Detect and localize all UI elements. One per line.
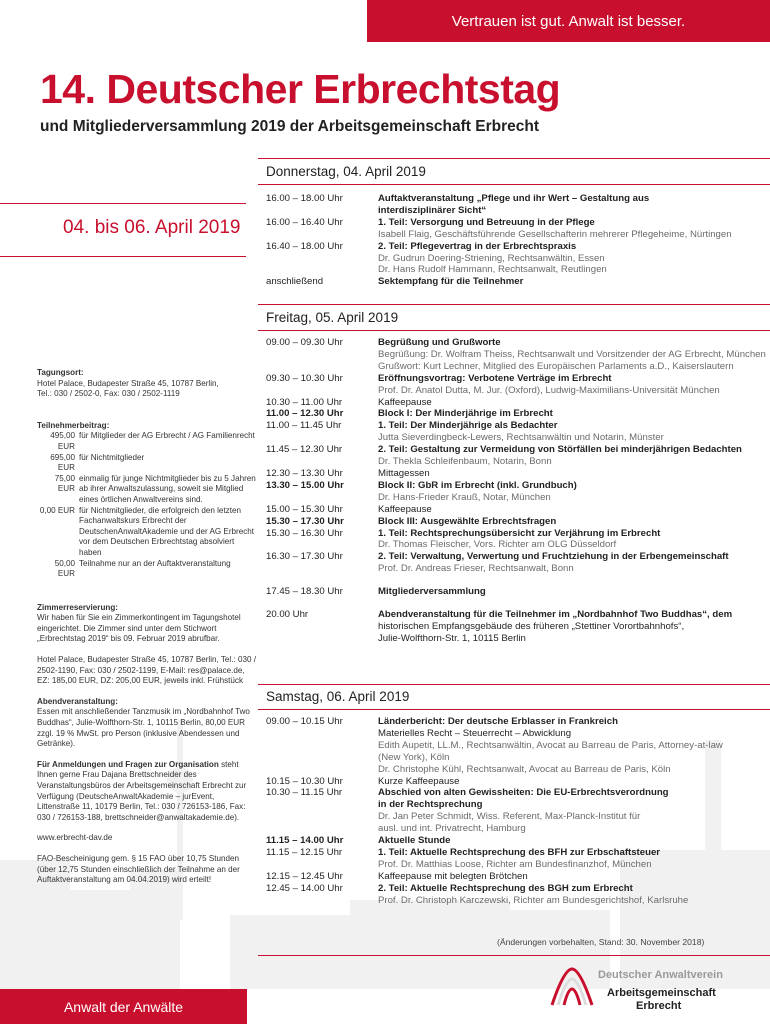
schedule-time bbox=[266, 740, 378, 752]
schedule-time: 16.00 – 16.40 Uhr bbox=[266, 216, 343, 228]
fee-description: für Nichtmitglieder bbox=[79, 452, 145, 462]
schedule-time: anschließend bbox=[266, 276, 324, 288]
venue-heading: Tagungsort: bbox=[37, 368, 84, 377]
schedule-text: Eröffnungsvortrag: Verbotene Verträge im Erbrecht bbox=[378, 372, 612, 384]
fee-row bbox=[37, 453, 257, 474]
schedule-text: Kaffeepause bbox=[378, 396, 432, 408]
schedule-text: 1. Teil: Aktuelle Rechtsprechung des BFH zur Erbschaftsteuer bbox=[378, 846, 661, 858]
schedule-time bbox=[266, 361, 378, 373]
schedule-row bbox=[266, 480, 770, 492]
schedule-row bbox=[266, 716, 770, 728]
day-rule bbox=[258, 330, 770, 331]
logo-line-3: Erbrecht bbox=[636, 1000, 682, 1012]
schedule-row bbox=[266, 432, 770, 444]
schedule-text: 2. Teil: Pflegevertrag in der Erbrechtspraxis bbox=[378, 240, 577, 252]
schedule-row bbox=[266, 205, 770, 217]
day-rule bbox=[258, 684, 770, 685]
venue-phone: Tel.: 030 / 2502-0, Fax: 030 / 2502-1119 bbox=[37, 389, 180, 399]
schedule-time: 09.00 – 09.30 Uhr bbox=[266, 337, 343, 348]
schedule-text: Prof. Dr. Andreas Frieser, Rechtsanwalt, Bonn bbox=[378, 563, 574, 575]
schedule-text: Prof. Dr. Matthias Loose, Richter am Bundesfinanzhof, München bbox=[378, 858, 652, 870]
schedule-time bbox=[266, 539, 378, 551]
schedule-row bbox=[266, 253, 770, 265]
day-rule bbox=[258, 184, 770, 185]
schedule-text: Auftaktveranstaltung „Pflege und ihr Wert – Gestaltung aus bbox=[378, 193, 650, 204]
dav-logo-icon bbox=[548, 965, 596, 1009]
top-banner: Vertrauen ist gut. Anwalt ist besser. bbox=[367, 0, 770, 42]
schedule-row bbox=[266, 575, 770, 586]
schedule-text: Dr. Thomas Fleischer, Vors. Richter am OLG Düsseldorf bbox=[378, 539, 617, 551]
fee-description: Teilnahme nur an der Auftaktveranstaltung bbox=[79, 558, 231, 568]
page-subtitle: und Mitgliederversammlung 2019 der Arbeitsgemeinschaft Erbrecht bbox=[40, 118, 540, 135]
schedule-text: Sektempfang für die Teilnehmer bbox=[378, 276, 524, 288]
schedule-text: Dr. Hans-Frieder Krauß, Notar, München bbox=[378, 491, 551, 503]
schedule-row bbox=[266, 799, 770, 811]
schedule-row bbox=[266, 621, 770, 633]
schedule-row bbox=[266, 528, 770, 540]
schedule-row bbox=[266, 337, 770, 349]
schedule-text: Dr. Gudrun Doering-Striening, Rechtsanwältin, Essen bbox=[378, 252, 605, 264]
schedule-row bbox=[266, 492, 770, 504]
schedule-text: Edith Aupetit, LL.M., Rechtsanwältin, Avocat au Barreau de Paris, Attorney-at-law bbox=[378, 739, 723, 751]
schedule-row bbox=[266, 847, 770, 859]
schedule-text: Julie-Wolfthorn-Str. 1, 10115 Berlin bbox=[378, 632, 526, 644]
schedule-time bbox=[266, 432, 378, 444]
schedule-row bbox=[266, 217, 770, 229]
schedule-row bbox=[266, 397, 770, 409]
registration-text bbox=[37, 760, 257, 824]
fee-heading: Teilnehmerbeitrag: bbox=[37, 420, 110, 430]
schedule-time bbox=[266, 253, 378, 265]
schedule-row bbox=[266, 229, 770, 241]
schedule-text: Kaffeepause bbox=[378, 503, 432, 515]
schedule-text: Aktuelle Stunde bbox=[378, 835, 451, 847]
schedule-time bbox=[266, 633, 378, 645]
schedule-row bbox=[266, 241, 770, 253]
schedule-time: 16.00 – 18.00 Uhr bbox=[266, 193, 343, 204]
schedule-row bbox=[266, 551, 770, 563]
day-rule bbox=[258, 158, 770, 159]
schedule-time bbox=[266, 349, 378, 361]
schedule-row bbox=[266, 586, 770, 598]
fee-amount: 495,00 EUR bbox=[50, 431, 75, 451]
schedule-row bbox=[266, 349, 770, 361]
schedule-time bbox=[266, 764, 378, 776]
schedule-row bbox=[266, 764, 770, 776]
schedule-text: 2. Teil: Verwaltung, Verwertung und Fruchtziehung in der Erbengemeinschaft bbox=[378, 551, 729, 563]
schedule-time bbox=[266, 575, 378, 586]
schedule-row bbox=[266, 444, 770, 456]
schedule-text: in der Rechtsprechung bbox=[378, 799, 483, 811]
schedule-time: 11.15 – 12.15 Uhr bbox=[266, 846, 343, 858]
schedule-thursday bbox=[266, 193, 770, 288]
fee-list bbox=[37, 431, 257, 579]
schedule-row bbox=[266, 385, 770, 397]
schedule-time bbox=[266, 563, 378, 575]
website-link[interactable]: www.erbrecht-dav.de bbox=[37, 833, 113, 843]
schedule-time bbox=[266, 598, 378, 609]
schedule-time: 12.30 – 13.30 Uhr bbox=[266, 467, 343, 479]
schedule-row bbox=[266, 408, 770, 420]
schedule-time bbox=[266, 205, 378, 217]
venue-line: Hotel Palace, Budapester Straße 45, 10787 Berlin, bbox=[37, 378, 219, 388]
schedule-row bbox=[266, 633, 770, 645]
evening-heading: Abendveranstaltung: bbox=[37, 696, 118, 706]
schedule-time bbox=[266, 728, 378, 740]
schedule-text: Block I: Der Minderjährige im Erbrecht bbox=[378, 408, 553, 420]
schedule-text: interdisziplinärer Sicht“ bbox=[378, 204, 487, 216]
schedule-row bbox=[266, 539, 770, 551]
schedule-text: Dr. Hans Rudolf Hammann, Rechtsanwalt, Reutlingen bbox=[378, 264, 607, 276]
fee-description: einmalig für junge Nichtmitglieder bis zu 5 Jahren ab ihrer Anwaltszulassung, soweit sie Mitglied eines örtlichen Anwaltvereins sind. bbox=[79, 473, 256, 504]
schedule-text: Dr. Jan Peter Schmidt, Wiss. Referent, Max-Planck-Institut für bbox=[378, 811, 641, 823]
schedule-time bbox=[266, 823, 378, 835]
schedule-time: 11.15 – 14.00 Uhr bbox=[266, 835, 344, 847]
schedule-text: 2. Teil: Aktuelle Rechtsprechung des BGH zum Erbrecht bbox=[378, 882, 633, 894]
schedule-row bbox=[266, 728, 770, 740]
schedule-time: 10.30 – 11.00 Uhr bbox=[266, 396, 343, 408]
schedule-text: Kaffeepause mit belegten Brötchen bbox=[378, 870, 528, 882]
schedule-time bbox=[266, 752, 378, 764]
schedule-time: 10.30 – 11.15 Uhr bbox=[266, 787, 343, 799]
schedule-text: 1. Teil: Rechtsprechungsübersicht zur Verjährung im Erbrecht bbox=[378, 527, 661, 539]
schedule-row bbox=[266, 883, 770, 895]
fee-row bbox=[37, 474, 257, 506]
schedule-text: historischen Empfangsgebäude des früheren „Stettiner Vorortbahnhofs“, bbox=[378, 620, 685, 632]
schedule-time: 12.45 – 14.00 Uhr bbox=[266, 882, 343, 894]
schedule-time: 12.15 – 12.45 Uhr bbox=[266, 870, 343, 882]
schedule-text: Block III: Ausgewählte Erbrechtsfragen bbox=[378, 515, 557, 527]
room-heading: Zimmerreservierung: bbox=[37, 602, 118, 612]
fee-description: für Mitglieder der AG Erbrecht / AG Familienrecht bbox=[79, 431, 255, 441]
schedule-row bbox=[266, 516, 770, 528]
schedule-text: Jutta Sieverdingbeck-Lewers, Rechtsanwältin und Notarin, Münster bbox=[378, 432, 664, 444]
fee-amount: 50,00 EUR bbox=[54, 558, 75, 579]
schedule-time bbox=[266, 859, 378, 871]
date-range-box bbox=[0, 203, 246, 257]
date-range: 04. bis 06. April 2019 bbox=[63, 217, 241, 238]
schedule-time: 15.30 – 16.30 Uhr bbox=[266, 527, 343, 539]
schedule-row bbox=[266, 895, 770, 907]
schedule-time: 09.00 – 10.15 Uhr bbox=[266, 716, 343, 727]
sidebar-info bbox=[37, 368, 257, 886]
fee-amount: 695,00 EUR bbox=[50, 452, 75, 473]
schedule-text: Begrüßung: Dr. Wolfram Theiss, Rechtsanwalt und Vorsitzender der AG Erbrecht, München bbox=[378, 348, 766, 360]
day-rule bbox=[258, 304, 770, 305]
schedule-row bbox=[266, 871, 770, 883]
registration-heading: Für Anmeldungen und Fragen zur Organisation bbox=[37, 759, 219, 769]
fee-row bbox=[37, 559, 257, 580]
schedule-row bbox=[266, 420, 770, 432]
schedule-text: ausl. und int. Privatrecht, Hamburg bbox=[378, 823, 526, 835]
footer-rule bbox=[258, 955, 770, 956]
schedule-time bbox=[266, 895, 378, 907]
schedule-time: 16.30 – 17.30 Uhr bbox=[266, 551, 343, 563]
day-heading-saturday: Samstag, 06. April 2019 bbox=[266, 689, 410, 704]
schedule-text: Kurze Kaffeepause bbox=[378, 775, 460, 787]
logo-line-1: Deutscher Anwaltverein bbox=[598, 969, 723, 981]
schedule-row bbox=[266, 456, 770, 468]
schedule-time: 15.30 – 17.30 Uhr bbox=[266, 515, 344, 527]
schedule-time bbox=[266, 811, 378, 823]
day-rule bbox=[258, 709, 770, 710]
schedule-text: Mittagessen bbox=[378, 467, 430, 479]
schedule-row bbox=[266, 811, 770, 823]
logo-line-2: Arbeitsgemeinschaft bbox=[607, 987, 716, 999]
schedule-text: Materielles Recht – Steuerrecht – Abwicklung bbox=[378, 727, 572, 739]
schedule-row bbox=[266, 373, 770, 385]
schedule-time bbox=[266, 456, 378, 468]
schedule-friday bbox=[266, 337, 770, 645]
schedule-text: Dr. Thekla Schleifenbaum, Notarin, Bonn bbox=[378, 456, 552, 468]
schedule-text: 1. Teil: Der Minderjährige als Bedachter bbox=[378, 420, 558, 432]
schedule-time: 10.15 – 10.30 Uhr bbox=[266, 775, 343, 787]
fee-row bbox=[37, 431, 257, 452]
schedule-text: Prof. Dr. Christoph Karczewski, Richter am Bundesgerichtshof, Karlsruhe bbox=[378, 894, 689, 906]
schedule-time bbox=[266, 492, 378, 504]
schedule-text: Grußwort: Kurt Lechner, Mitglied des Europäischen Parlaments a.D., Kaiserslautern bbox=[378, 360, 734, 372]
hotel-text: Hotel Palace, Budapester Straße 45, 10787 Berlin, Tel.: 030 / 2502-1190, Fax: 030 / 2502-1199, E-Mail: res@palace.de, EZ: 185,00 EUR, DZ: 205,00 EUR, jeweils inkl. Frühstück bbox=[37, 655, 256, 686]
page-title: 14. Deutscher Erbrechtstag bbox=[40, 66, 561, 112]
schedule-time bbox=[266, 799, 378, 811]
schedule-text: Begrüßung und Grußworte bbox=[378, 337, 501, 348]
schedule-time: 11.45 – 12.30 Uhr bbox=[266, 444, 343, 456]
schedule-time: 13.30 – 15.00 Uhr bbox=[266, 479, 344, 491]
schedule-text: Abendveranstaltung für die Teilnehmer im „Nordbahnhof Two Buddhas“, dem bbox=[378, 609, 733, 621]
changes-note: (Änderungen vorbehalten, Stand: 30. November 2018) bbox=[497, 937, 705, 947]
schedule-row bbox=[266, 823, 770, 835]
schedule-text: Block II: GbR im Erbrecht (inkl. Grundbuch) bbox=[378, 479, 577, 491]
schedule-row bbox=[266, 264, 770, 276]
schedule-row bbox=[266, 776, 770, 788]
schedule-row bbox=[266, 859, 770, 871]
schedule-saturday bbox=[266, 716, 770, 907]
schedule-time bbox=[266, 229, 378, 241]
schedule-row bbox=[266, 276, 770, 288]
fee-amount: 75,00 EUR bbox=[54, 473, 75, 494]
schedule-text: Länderbericht: Der deutsche Erblasser in Frankreich bbox=[378, 716, 618, 727]
evening-text: Essen mit anschließender Tanzmusik im „Nordbahnhof Two Buddhas“, Julie-Wolfthorn-Str. 1, 10115 Berlin, 80,00 EUR zzgl. 19 % MwSt. pro Person (inklusive Abendessen und Getränke). bbox=[37, 707, 250, 749]
schedule-row bbox=[266, 835, 770, 847]
schedule-time: 20.00 Uhr bbox=[266, 609, 309, 621]
schedule-text: Abschied von alten Gewissheiten: Die EU-Erbrechtsverordnung bbox=[378, 787, 669, 799]
schedule-text bbox=[378, 575, 770, 586]
schedule-text: (New York), Köln bbox=[378, 751, 450, 763]
schedule-time bbox=[266, 264, 378, 276]
schedule-text: Mitgliederversammlung bbox=[378, 586, 486, 598]
schedule-row bbox=[266, 598, 770, 609]
schedule-time: 16.40 – 18.00 Uhr bbox=[266, 240, 343, 252]
schedule-row bbox=[266, 468, 770, 480]
schedule-row bbox=[266, 752, 770, 764]
room-text: Wir haben für Sie ein Zimmerkontingent im Tagungshotel eingerichtet. Die Zimmer sind unter dem Stichwort „Erbrechtstag 2019“ bis 09. Februar 2019 abrufbar. bbox=[37, 613, 241, 644]
schedule-text bbox=[378, 598, 770, 609]
schedule-row bbox=[266, 609, 770, 621]
schedule-time: 11.00 – 11.45 Uhr bbox=[266, 420, 342, 432]
footer-banner: Anwalt der Anwälte bbox=[0, 989, 247, 1024]
fee-row bbox=[37, 506, 257, 559]
schedule-time bbox=[266, 385, 378, 397]
schedule-row bbox=[266, 563, 770, 575]
fee-description: für Nichtmitglieder, die erfolgreich den letzten Fachanwaltskurs Erbrecht der DeutschenAnwaltAkademie und der AG Erbrecht vor dem Deutschen Erbrechtstag absolviert haben bbox=[79, 505, 255, 557]
schedule-text: Dr. Christophe Kühl, Rechtsanwalt, Avocat au Barreau de Paris, Köln bbox=[378, 763, 671, 775]
fao-note: FAO-Bescheinigung gem. § 15 FAO über 10,75 Stunden (über 12,75 Stunden einschließlich der Teilnahme an der Auftaktveranstaltung am 04.04.2019) wird erteilt! bbox=[37, 853, 240, 885]
registration-body: steht Ihnen gerne Frau Dajana Brettschneider des Veranstaltungsbüros der Arbeitsgemeinschaft Erbrecht zur Verfügung (DeutscheAnwaltAkademie – jurEvent, Littenstraße 11, 10179 Berlin, Tel.: 030 / 726153-186, Fax: 030 / 726153-188, brettschneider@anwaltakademie.de). bbox=[37, 759, 247, 822]
schedule-row bbox=[266, 193, 770, 205]
fee-amount: 0,00 EUR bbox=[39, 505, 75, 515]
schedule-text: 2. Teil: Gestaltung zur Vermeidung von Störfällen bei minderjährigen Bedachten bbox=[378, 444, 742, 456]
schedule-row bbox=[266, 787, 770, 799]
schedule-text: 1. Teil: Versorgung und Betreuung in der Pflege bbox=[378, 216, 595, 228]
schedule-time: 11.00 – 12.30 Uhr bbox=[266, 408, 344, 420]
schedule-time: 17.45 – 18.30 Uhr bbox=[266, 586, 343, 598]
schedule-text: Prof. Dr. Anatol Dutta, M. Jur. (Oxford), Ludwig-Maximilians-Universität München bbox=[378, 384, 720, 396]
day-heading-friday: Freitag, 05. April 2019 bbox=[266, 310, 399, 325]
schedule-row bbox=[266, 504, 770, 516]
schedule-time bbox=[266, 621, 378, 633]
day-heading-thursday: Donnerstag, 04. April 2019 bbox=[266, 164, 426, 179]
schedule-row bbox=[266, 740, 770, 752]
schedule-text: Isabell Flaig, Geschäftsführende Gesellschafterin mehrerer Pflegeheime, Nürtingen bbox=[378, 228, 732, 240]
schedule-time: 15.00 – 15.30 Uhr bbox=[266, 503, 343, 515]
schedule-row bbox=[266, 361, 770, 373]
schedule-time: 09.30 – 10.30 Uhr bbox=[266, 372, 343, 384]
